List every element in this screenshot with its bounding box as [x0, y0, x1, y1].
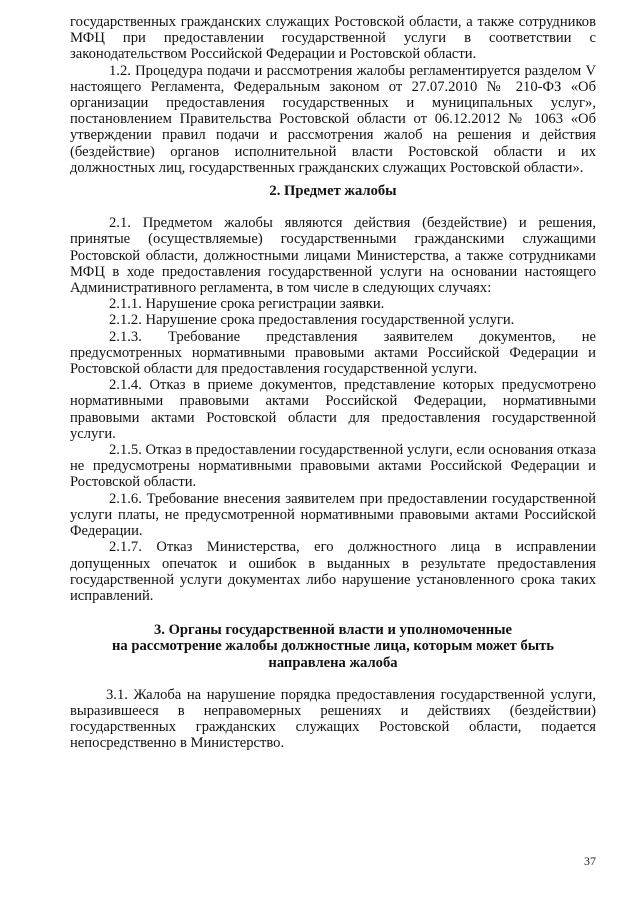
document-body: [70, 14, 596, 752]
paragraph-2-1-1: 2.1.1. Нарушение срока регистрации заявки.: [109, 296, 385, 313]
paragraph-2-1-4: 2.1.4. Отказ в приеме документов, представление которых предусмотрено нормативными правовыми актами Российской Федерации, нормативными правовыми актами Ростовской области для предоставления государственной услуги.: [70, 377, 596, 442]
paragraph-2-1-7: 2.1.7. Отказ Министерства, его должностного лица в исправлении допущенных опечаток и ошибок в выданных в результате предоставления государственной услуги документах либо нарушение установленного срока таких исправлений.: [70, 539, 596, 604]
paragraph-2-1: 2.1. Предметом жалобы являются действия (бездействие) и решения, принятые (осуществляемые) государственными гражданскими служащими Ростовской области, должностными лицами Министерства, а также сотрудниками МФЦ в ходе предоставления государственной услуги на основании настоящего Административного регламента, в том числе в следующих случаях:: [70, 215, 596, 297]
paragraph-intro: государственных гражданских служащих Ростовской области, а также сотрудников МФЦ при предоставлении государственной услуги в соответствии с законодательством Российской Федерации и Ростовской области.: [70, 14, 596, 63]
paragraph-2-1-2: 2.1.2. Нарушение срока предоставления государственной услуги.: [109, 312, 515, 329]
paragraph-2-1-5: 2.1.5. Отказ в предоставлении государственной услуги, если основания отказа не предусмотрены нормативными правовыми актами Российской Федерации и Ростовской области.: [70, 442, 596, 491]
paragraph-2-1-6: 2.1.6. Требование внесения заявителем при предоставлении государственной услуги платы, не предусмотренной нормативными правовыми актами Российской Федерации.: [70, 490, 596, 540]
section-3-heading-line-1: 3. Органы государственной власти и уполномоченные: [153, 622, 513, 639]
paragraph-2-1-3: 2.1.3. Требование представления заявителем документов, не предусмотренных нормативными правовыми актами Российской Федерации и Ростовской области для предоставления государственной услуги.: [70, 328, 596, 378]
section-3-heading-line-2: на рассмотрение жалобы должностные лица, которым может быть: [111, 638, 555, 655]
paragraph-1-2: 1.2. Процедура подачи и рассмотрения жалобы регламентируется разделом V настоящего Регламента, Федеральным законом от 27.07.2010 № 210-ФЗ «Об организации предоставления государственных и муниципальных услуг», постановлением Правительства Ростовской области от 06.12.2012 № 1063 «Об утверждении правил подачи и рассмотрения жалоб на решения и действия (бездействие) органов исполнительной власти Ростовской области и их должностных лиц, государственных гражданских служащих Ростовской области».: [70, 62, 596, 176]
section-3-heading: [70, 622, 596, 671]
section-2-heading: 2. Предмет жалобы: [269, 183, 397, 200]
page-number: 37: [584, 854, 596, 868]
paragraph-3-1: 3.1. Жалоба на нарушение порядка предоставления государственной услуги, выразившееся в неправомерных решениях и действиях (бездействии) государственных гражданских служащих Ростовской области, подается непосредственно в Министерство.: [70, 686, 596, 752]
section-3-heading-line-3: направлена жалоба: [268, 654, 398, 671]
